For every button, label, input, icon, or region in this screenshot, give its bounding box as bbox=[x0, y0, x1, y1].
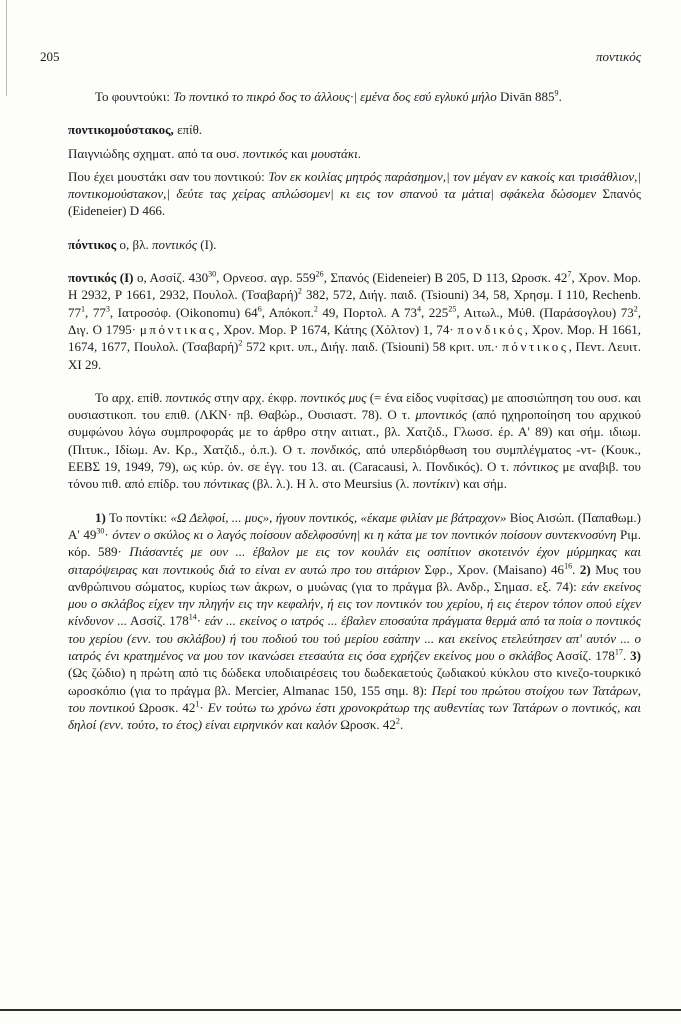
paragraph-list bbox=[68, 88, 641, 734]
crossref-pontikos: πόντικος ο, βλ. ποντικός (Ι). bbox=[68, 236, 217, 252]
definition-and-quote: Που έχει μουστάκι σαν του ποντικού: Τον εκ κοιλίας μητρός παράσημον,| τον μέγαν εν κακοίς και τρισάθλιον,| ποντικομούστακον,| δεύτε τας χείρας απλώσομεν| κι εις τον σπανού τα μάτια| σφάκελα δώσομεν Σπανός (Eideneier) D 466. bbox=[68, 168, 641, 219]
headword-pontikomoustakos: ποντικομούστακος, επίθ. bbox=[68, 122, 203, 138]
scan-artifact-left-edge bbox=[6, 0, 7, 96]
scan-artifact-bottom-line bbox=[0, 1009, 681, 1011]
prev-entry-quote: Το φουντούκι: Το ποντικό το πικρό δος το άλλους·| εμένα δος εσύ εγλυκύ μήλο Divān $885^9$. bbox=[95, 88, 562, 104]
page-number: 205 bbox=[40, 49, 60, 64]
senses: 1) Το ποντίκι: «Ω Δελφοί, ... μυς», ήγουν ποντικός, «έκαμε φιλίαν με βάτραχον» Βίος Αισώπ. (Παπαθωμ.) Α' $49^{30}\cdot ό\nu\tau\varepsilon\nu$ ο σκύλος κι ο λαγός ποίσουν αδελφοσύνη| κι η κάτα με τον ποντικόν ποίσουν συντεκνοσύνη Ριμ. κόρ. 589· Πιάσαντές με ουν ... έβαλον με εις τον κουλάν εις οσπίτιον σκοτεινόν έχον μύρμηκας και σιταρόψειρας και ποντικούς διά το είναι εν αυτώ προ του σιτάριον Σφρ., Χρον. (Maisano) $46^{16}$. 2) Μυς του ανθρώπινου σώματος, κυρίως των άκρων, ο μυώνας (για το πράγμα βλ. Ανδρ., Σημασ. εξ. 74): εάν εκείνος μου ο σκλάβος είχεν την πληγήν εις την κεφαλήν, ή εις τον ποντικόν του χερίου, ή εις έτερον τόπον οπού είχεν κίνδυνον ... Ασσίζ. $178^{14}\cdot \varepsilon ά\nu$ ... εκείνος ο ιατρός ... έβαλεν εποσαύτα πράγματα θερμά από τα ποία ο ποντικός του χερίου (ενν. του σκλάβου) ή του ποδιού του τού μερίου εσάπην ... και εκείνος ετελεύτησεν απ' αυτόν ... ο ιατρός ένι κρατημένος να μου τον ικανώσει ετεσαύτα εις όσα εχρήζεν εκείνος μου ο σκλάβος Ασσίζ. $178^{17}$. 3) (Ως ζώδιο) η πρώτη από τις δώδεκα υποδιαιρέσεις του δωδεκαετούς ζωδιακού κύκλου στο κινεζο-τουρκικό ωροσκόπιο (για το πράγμα βλ. Mercier, Almanac 150, 155 σημ. 8): Περί του πρώτου στοίχου των Τατάρων, του ποντικού Ωροσκ. $42^1\cdot E\nu$ τούτω τω χρόνω έστι χρονοκράτωρ της αυθεντίας των Τατάρων ο ποντικός, και δηλοί (ενν. τούτο, το έτος) είναι ειρηνικόν και καλόν Ωροσκ. $42^2$. bbox=[68, 509, 642, 733]
formation-note: Παιγνιώδης σχηματ. από τα ουσ. ποντικός και μουστάκι. bbox=[68, 145, 361, 161]
running-head-keyword: ποντικός bbox=[595, 49, 641, 64]
etymology: Το αρχ. επίθ. ποντικός στην αρχ. έκφρ. ποντικός μυς (= ένα είδος νυφίτσας) με αποσιώπηση του ουσ. και ουσιαστικοπ. του επιθ. (ΛΚΝ· πβ. Θαβώρ., Ουσιαστ. 78). Ο τ. μποντικός (από ηχηροποίηση του αρχικού συμφώνου λόγω συμπροφοράς με το άρθρο στην αιτιατ., βλ. Χατζιδ., Γλωσσ. έρ. Α' 89) και σήμ. ιδιωμ. (Πιτυκ., Ιδίωμ. Αν. Κρ., Χατζιδ., ό.π.). Ο τ. πονδικός, από υπερδιόρθωση του συμπλέγματος -ντ- (Κουκ., ΕΕΒΣ 19, 1949, 79), ως κύρ. όν. σε έγγ. του 13. αι. (Caracausi, λ. Πονδικός). Ο τ. πόντικος με αναβιβ. του τόνου πιθ. από επίδρ. του πόντικας (βλ. λ.). Η λ. στο Meursius (λ. ποντίκιν) και σήμ. bbox=[68, 389, 641, 492]
headword-pontikos-I-citations: ποντικός (Ι) ο, Ασσίζ. $430^{30}$, Ορνεοσ. αγρ. $559^{26}$, Σπανός (Eideneier) Β 205, D 113, Ωροσκ. $42^7$, Χρον. Μορ. Η 2932, Ρ 1661, 2932, Πουλολ. $(T\sigma\alpha\beta\alpha\rho ή)^2$ 382, 572, Διήγ. παιδ. (Tsiouni) 34, 58, Χρησμ. Ι 110, Rechenb. $77^1$, $77^3$, Ιατροσόφ. (Oikonomu) $64^6$, Απόκοπ.$^2$ 49, Πορτολ. Α $73^4$, $225^{25}$, Αιτωλ., Μύθ. (Παράσογλου) $73^2$, Διγ. Ο 1795· μπόντικας, Χρον. Μορ. Ρ 1674, Κάτης (Χόλτον) 1, 74· πονδικός, Χρον. Μορ. Η 1661, 1674, 1677, Πουλολ. $(T\sigma\alpha\beta\alpha\rho ή)^2$ 572 κριτ. υπ., Διήγ. παιδ. (Tsiouni) 58 κριτ. υπ.· πόντικος, Πεντ. Λευιτ. ΧΙ 29. bbox=[68, 269, 641, 372]
running-header bbox=[40, 48, 641, 65]
